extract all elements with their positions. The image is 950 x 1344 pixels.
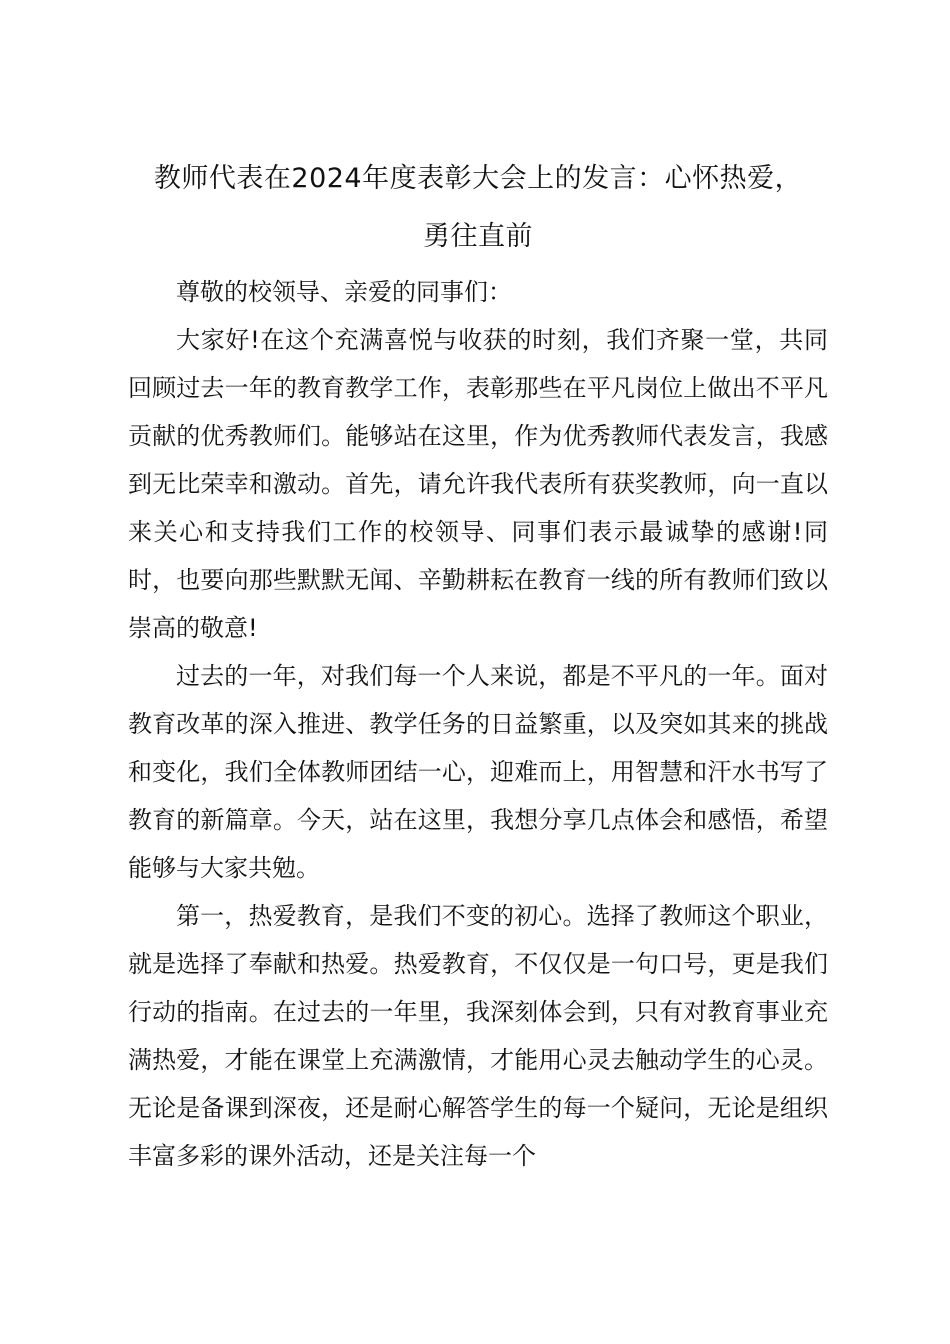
document-body <box>128 268 828 1180</box>
body-paragraph: 第一，热爱教育，是我们不变的初心。选择了教师这个职业，就是选择了奉献和热爱。热爱教育，不仅仅是一句口号，更是我们行动的指南。在过去的一年里，我深刻体会到，只有对教育事业充满热爱，才能在课堂上充满激情，才能用心灵去触动学生的心灵。无论是备课到深夜，还是耐心解答学生的每一个疑问，无论是组织丰富多彩的课外活动，还是关注每一个 <box>128 902 828 1170</box>
salutation-paragraph: 尊敬的校领导、亲爱的同事们： <box>176 278 512 306</box>
title-line-2: 勇往直前 <box>423 221 533 252</box>
body-paragraph: 过去的一年，对我们每一个人来说，都是不平凡的一年。面对教育改革的深入推进、教学任务的日益繁重，以及突如其来的挑战和变化，我们全体教师团结一心，迎难而上，用智慧和汗水书写了教育的新篇章。今天，站在这里，我想分享几点体会和感悟，希望能够与大家共勉。 <box>128 662 828 882</box>
body-paragraph: 大家好!在这个充满喜悦与收获的时刻，我们齐聚一堂，共同回顾过去一年的教育教学工作，表彰那些在平凡岗位上做出不平凡贡献的优秀教师们。能够站在这里，作为优秀教师代表发言，我感到无比荣幸和激动。首先，请允许我代表所有获奖教师，向一直以来关心和支持我们工作的校领导、同事们表示最诚挚的感谢!同时，也要向那些默默无闻、辛勤耕耘在教育一线的所有教师们致以崇高的敬意! <box>128 326 828 642</box>
document-title <box>128 150 828 266</box>
title-line-1: 教师代表在2024年度表彰大会上的发言：心怀热爱， <box>153 163 803 194</box>
